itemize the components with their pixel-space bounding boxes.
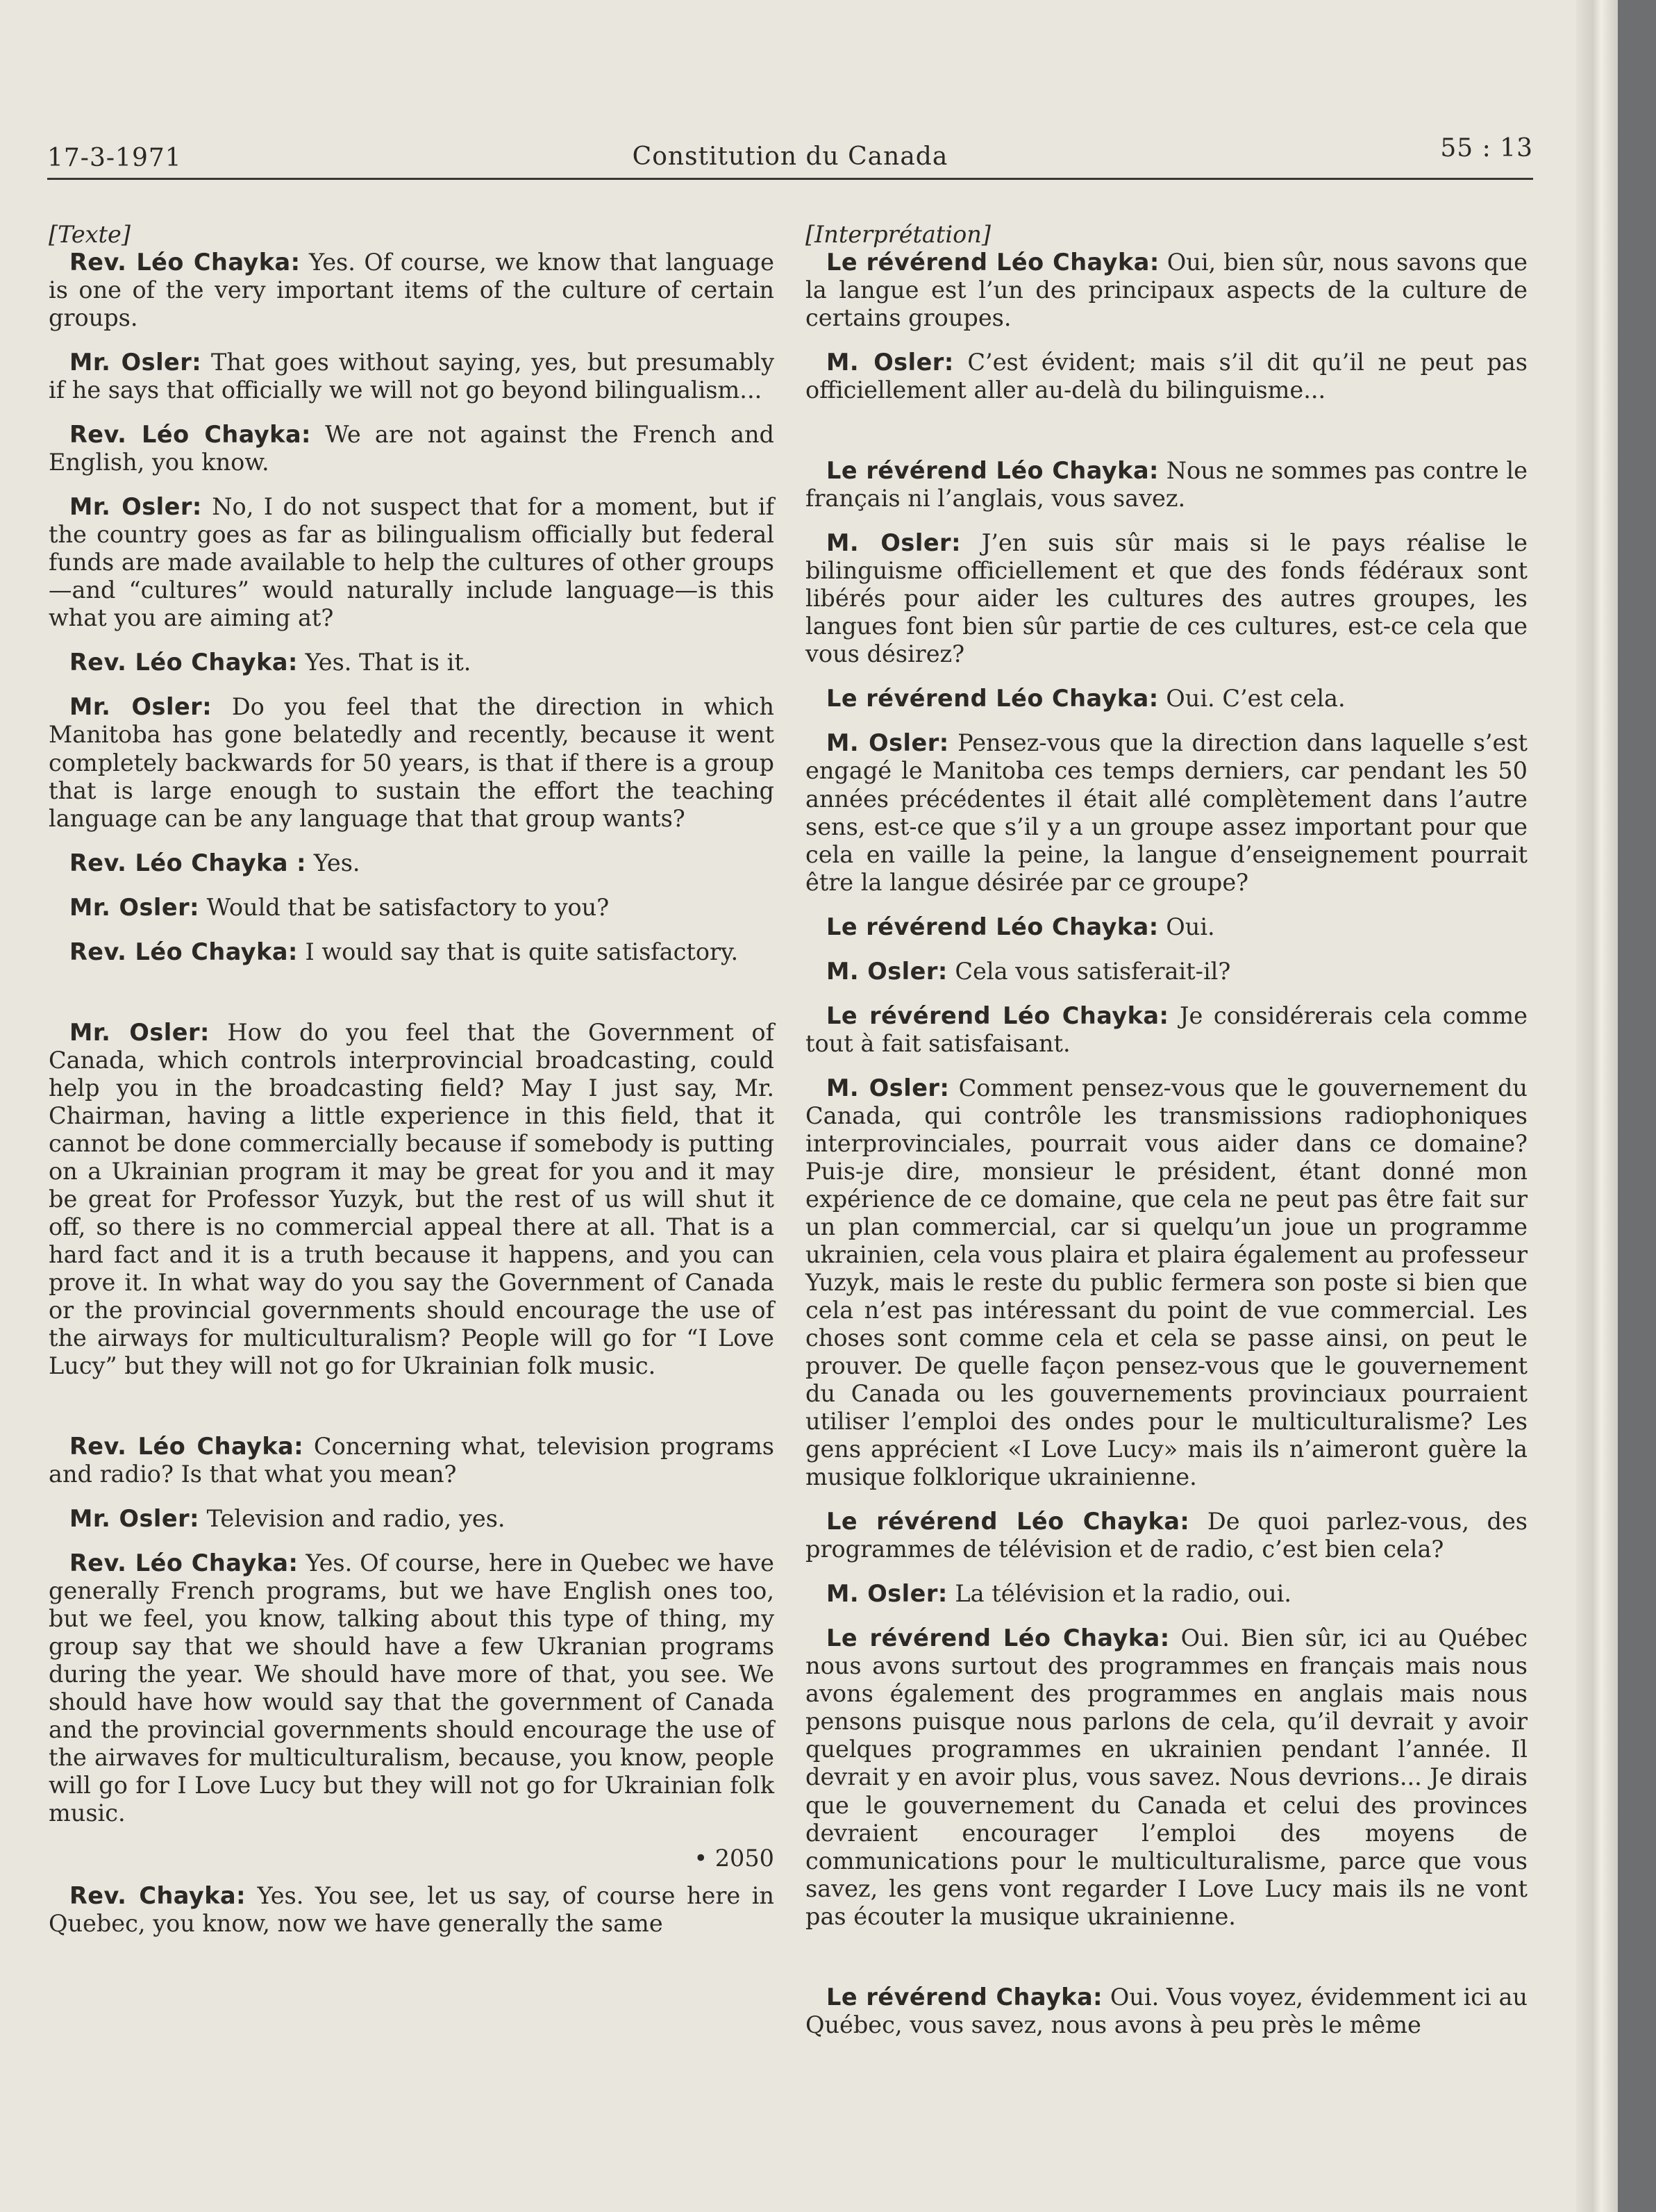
paragraph (805, 1624, 1528, 1930)
page-header (47, 125, 1533, 180)
speaker-name: Mr. Osler: (69, 493, 202, 521)
paragraph-text: Would that be satisfactory to you? (199, 893, 610, 921)
speaker-name: Mr. Osler: (69, 693, 212, 721)
paragraph (805, 349, 1528, 404)
paragraph-text: I would say that is quite satisfactory. (297, 938, 739, 965)
speaker-name: M. Osler: (826, 349, 954, 376)
speaker-name: Le révérend Léo Chayka: (826, 457, 1159, 485)
speaker-name: Mr. Osler: (69, 1018, 210, 1046)
paragraph-text: C’est évident; mais s’il dit qu’il ne peut pas officiellement aller au-delà du bilinguisme... (805, 349, 1528, 404)
paragraph (805, 729, 1528, 896)
speaker-name: Le révérend Léo Chayka: (826, 1001, 1169, 1029)
paragraph (805, 1580, 1528, 1608)
paragraph (49, 649, 774, 676)
speaker-name: M. Osler: (826, 1074, 950, 1101)
paragraph (805, 1508, 1528, 1563)
header-title: Constitution du Canada (632, 142, 948, 171)
paragraph (49, 421, 774, 476)
paragraph (805, 529, 1528, 668)
paragraph (49, 938, 774, 966)
paragraph-text: Yes. (306, 849, 360, 876)
paragraph-text: Television and radio, yes. (199, 1505, 505, 1533)
speaker-name: Rev. Léo Chayka: (69, 649, 298, 676)
speaker-name: Rev. Chayka: (69, 1881, 246, 1909)
paragraph-text: Yes. That is it. (297, 649, 471, 676)
speaker-name: Rev. Léo Chayka: (69, 249, 301, 276)
speaker-name: Le révérend Léo Chayka: (826, 913, 1159, 940)
paragraph-text: Oui. Vous voyez, évidemment ici au Québec, vous savez, nous avons à peu près le même (805, 1983, 1528, 2038)
paragraph-text: Oui. (1158, 913, 1215, 940)
paragraph-text: No, I do not suspect that for a moment, but if the country goes as far as bilingualism officially but federal funds are made available to help the cultures of other groups—and “cultures” would naturally include language—is this what you are aiming at? (49, 493, 774, 632)
speaker-name: Mr. Osler: (69, 349, 202, 376)
page-edge (1576, 0, 1618, 2212)
paragraph-text: Cela vous satisferait-il? (947, 957, 1231, 985)
paragraph-text: Oui. C’est cela. (1158, 685, 1346, 713)
speaker-name: Rev. Léo Chayka: (69, 1549, 299, 1577)
paragraph (49, 493, 774, 632)
speaker-name: Rev. Léo Chayka: (69, 1433, 304, 1461)
paragraph-text: Oui. Bien sûr, ici au Québec nous avons surtout des programmes en français mais nous avons également des programmes en anglais mais nous pensons puisque nous parlons de cela, qu’il devrait y avoir quelques programmes en ukrainien pendant l’année. Il devrait y en avoir plus, vous savez. Nous devrions... Je dirais que le gouvernement du Canada et celui des provinces devraient encourager l’emploi des moyens de communications pour le multiculturalisme, parce que vous savez, les gens vont regarder I Love Lucy mais ils ne vont pas écouter la musique ukrainienne. (805, 1624, 1528, 1930)
paragraph-text: Comment pensez-vous que le gouvernement du Canada, qui contrôle les transmissions radiophoniques interprovinciales, pourrait vous aider dans ce domaine? Puis-je dire, monsieur le président, étant donné mon expérience de ce domaine, que cela ne peut pas être fait sur un plan commercial, car si quelqu’un joue un programme ukrainien, cela vous plaira et plaira également au professeur Yuzyk, mais le reste du public fermera son poste si bien que cela n’est pas intéressant du point de vue commercial. Les choses sont comme cela et cela se passe ainsi, on peut le prouver. De quelle façon pensez-vous que le gouvernement du Canada ou les gouvernements provinciaux pourraient utiliser l’emploi des ondes pour le multiculturalisme? Les gens apprécient «I Love Lucy» mais ils n’aimeront guère la musique folklorique ukrainienne. (805, 1074, 1528, 1491)
header-date: 17-3-1971 (47, 144, 182, 172)
paragraph-text: Oui, bien sûr, nous savons que la langue est l’un des principaux aspects de la culture de certains groupes. (805, 249, 1528, 332)
paragraph-text: Je considérerais cela comme tout à fait satisfaisant. (805, 1001, 1528, 1057)
paragraph (49, 849, 774, 877)
paragraph-text: De quoi parlez-vous, des programmes de télévision et de radio, c’est bien cela? (805, 1508, 1528, 1563)
paragraph (49, 1505, 774, 1533)
speaker-name: M. Osler: (826, 1580, 948, 1608)
paragraph-text: That goes without saying, yes, but presumably if he says that officially we will not go beyond bilingualism... (49, 349, 774, 404)
speaker-name: Mr. Osler: (69, 1505, 200, 1533)
paragraph (805, 1002, 1528, 1058)
paragraph (49, 1433, 774, 1488)
paragraph-text: Yes. Of course, we know that language is one of the very important items of the culture of certain groups. (49, 249, 774, 332)
section-label-interpretation: [Interprétation] (805, 221, 991, 248)
paragraph-text: J’en suis sûr mais si le pays réalise le bilinguisme officiellement et que des fonds fédéraux sont libérés pour aider les cultures des autres groupes, les langues font bien sûr partie de ces cultures, est-ce cela que vous désirez? (805, 529, 1528, 668)
paragraph (49, 1882, 774, 1938)
paragraph (805, 958, 1528, 986)
paragraph-text: Pensez-vous que la direction dans laquelle s’est engagé le Manitoba ces temps derniers, car pendant les 50 années précédentes il était allé complètement dans l’autre sens, est-ce que s’il y a un groupe assez important pour que cela en vaille la peine, la langue d’enseignement pourrait être la langue désirée par ce groupe? (805, 729, 1528, 896)
paragraph-text: Concerning what, television programs and radio? Is that what you mean? (49, 1433, 774, 1488)
speaker-name: Le révérend Chayka: (826, 1983, 1103, 2011)
paragraph-text: Yes. Of course, here in Quebec we have generally French programs, but we have English ones too, but we feel, you know, talking about this type of thing, my group say that we should have a few Ukranian programs during the year. We should have more of that, you see. We should have how would say that the government of Canada and the provincial governments should encourage the use of the airwaves for multiculturalism, because, you know, people will go for I Love Lucy but they will not go for Ukrainian folk music. (49, 1549, 774, 1827)
speaker-name: Rev. Léo Chayka : (69, 849, 307, 876)
paragraph-text: How do you feel that the Government of Canada, which controls interprovincial broadcasting, could help you in the broadcasting field? May I just say, Mr. Chairman, having a little experience in this field, that it cannot be done commercially because if somebody is putting on a Ukrainian program it may be great for you and it may be great for Professor Yuzyk, but the rest of us will shut it off, so there is no commercial appeal there at all. That is a hard fact and it is a truth because it happens, and you can prove it. In what way do you say the Government of Canada or the provincial governments should encourage the use of the airways for multiculturalism? People will go for “I Love Lucy” but they will not go for Ukrainian folk music. (49, 1018, 774, 1380)
paragraph (49, 249, 774, 332)
paragraph (49, 894, 774, 922)
right-column-french (805, 221, 1528, 2056)
paragraph-text: Nous ne sommes pas contre le français ni l’anglais, vous savez. (805, 457, 1528, 513)
paragraph (805, 685, 1528, 713)
speaker-name: M. Osler: (826, 957, 948, 985)
paragraph-text: Yes. You see, let us say, of course here in Quebec, you know, now we have generally the same (49, 1881, 774, 1937)
speaker-name: Rev. Léo Chayka: (69, 938, 298, 965)
speaker-name: Mr. Osler: (69, 893, 200, 921)
left-column-english (49, 221, 774, 1954)
paragraph (805, 1074, 1528, 1491)
speaker-name: M. Osler: (826, 529, 961, 557)
speaker-name: M. Osler: (826, 729, 949, 757)
paragraph-text: La télévision et la radio, oui. (947, 1580, 1292, 1608)
paragraph (49, 693, 774, 832)
paragraph (805, 1984, 1528, 2039)
paragraph-text: We are not against the French and English, you know. (49, 421, 774, 476)
speaker-name: Rev. Léo Chayka: (69, 421, 311, 449)
paragraph (805, 457, 1528, 513)
time-marker: • 2050 (694, 1844, 774, 1872)
speaker-name: Le révérend Léo Chayka: (826, 685, 1159, 713)
paragraph-text: Do you feel that the direction in which Manitoba has gone belatedly and recently, because it went completely backwards for 50 years, is that if there is a group that is large enough to sustain the effort the teaching language can be any language that that group wants? (49, 693, 774, 832)
paragraph (805, 913, 1528, 941)
speaker-name: Le révérend Léo Chayka: (826, 1624, 1170, 1652)
paragraph (49, 1549, 774, 1827)
paragraph (49, 1019, 774, 1380)
speaker-name: Le révérend Léo Chayka: (826, 249, 1160, 276)
header-page-number: 55 : 13 (1440, 134, 1533, 163)
section-label-texte: [Texte] (49, 221, 131, 248)
speaker-name: Le révérend Léo Chayka: (826, 1508, 1190, 1536)
paragraph (805, 249, 1528, 332)
paragraph (49, 349, 774, 404)
